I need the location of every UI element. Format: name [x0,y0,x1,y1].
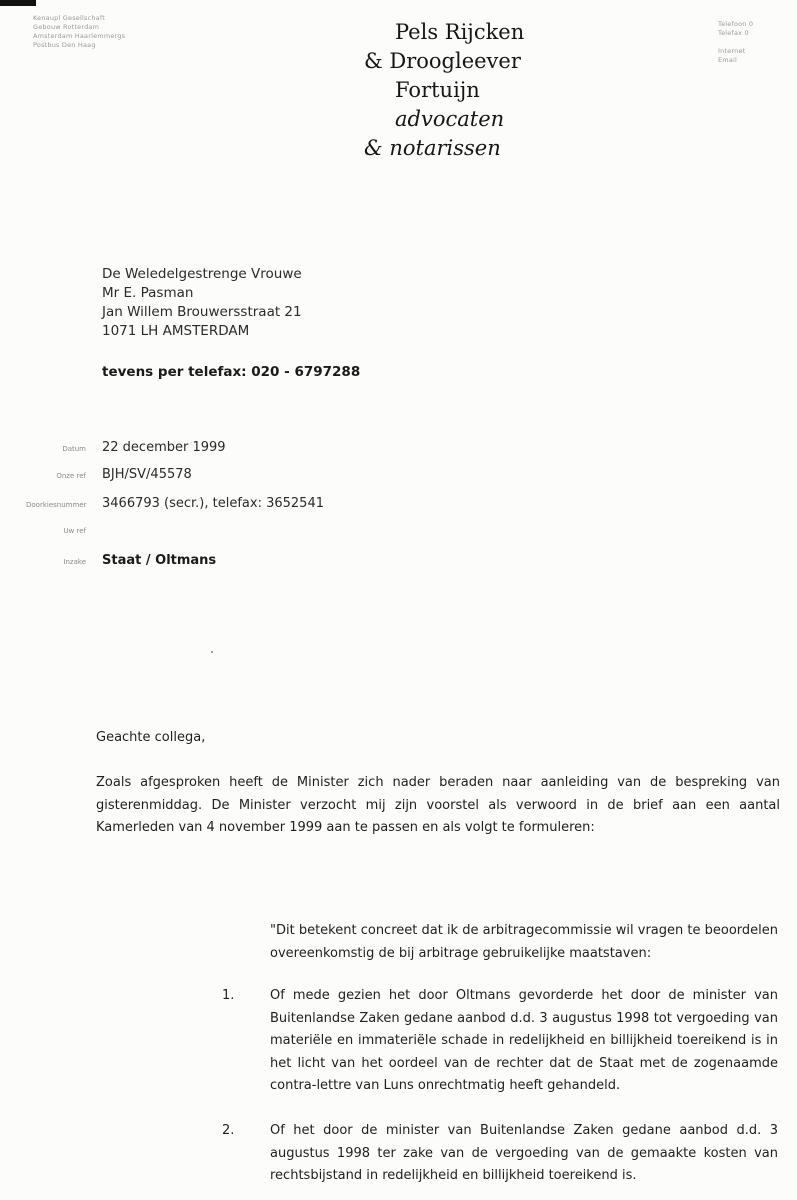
list-item-number: 1. [222,988,235,1003]
letterhead-right-line: Internet [718,47,746,55]
quoted-intro: "Dit betekent concreet dat ik de arbitragecommissie wil vragen te beoordelen overeenkomstig de bij arbitrage gebruikelijke maatstaven: [270,923,778,961]
address-line: 1071 LH AMSTERDAM [102,323,250,339]
meta-row-subject [0,553,600,573]
meta-row-your-ref [0,522,600,542]
list-item-number: 2. [222,1123,235,1138]
letterhead-right-line: Telefax 0 [718,29,749,37]
firm-logo [364,18,524,163]
logo-line: advocaten [395,107,505,131]
scan-corner-mark [0,0,36,6]
letterhead-left-line: Amsterdam Haarlemmergs [33,32,126,40]
letterhead-left-line: Postbus Den Haag [33,41,96,49]
scan-speck [211,651,213,653]
logo-line: & Droogleever [364,49,521,73]
salutation: Geachte collega, [96,730,206,745]
meta-label: Uw ref [63,527,86,535]
letterhead-right-line: Email [718,56,738,64]
letterhead-right-line: Telefoon 0 [718,20,754,28]
meta-label: Doorkiesnummer [26,501,87,509]
letterhead-left-line: Kenaupl Gesellschaft [33,14,105,22]
fax-line: tevens per telefax: 020 - 6797288 [102,364,361,380]
body-paragraph: Zoals afgesproken heeft de Minister zich nader beraden naar aanleiding van de bespreking van gisterenmiddag. De Minister verzocht mij zijn voorstel als verwoord in de brief aan een aantal Kamerleden van 4 november 1999 aan te passen en als volgt te formuleren: [96,775,780,835]
meta-value: 3466793 (secr.), telefax: 3652541 [102,496,324,511]
meta-label: Inzake [63,558,86,566]
letterhead-right-line [718,38,788,47]
letterhead-right-block [718,20,788,65]
logo-line: Pels Rijcken [395,20,525,44]
address-line: Mr E. Pasman [102,285,194,301]
logo-line: & notarissen [364,136,501,160]
logo-line: Fortuijn [395,78,480,102]
recipient-address [102,265,302,341]
letterhead-left-line: Gebouw Rotterdam [33,23,100,31]
meta-label: Datum [62,445,86,453]
meta-row-our-ref [0,467,600,487]
letterhead-left-block [33,14,183,50]
meta-value: BJH/SV/45578 [102,467,192,482]
meta-label: Onze ref [56,472,86,480]
list-item-text: Of het door de minister van Buitenlandse Zaken gedane aanbod d.d. 3 augustus 1998 ter zake van de vergoeding van de gemaakte kosten van rechtsbijstand in redelijkheid en billijkheid toereikend is. [270,1123,778,1183]
meta-value: Staat / Oltmans [102,553,217,568]
meta-value: 22 december 1999 [102,440,226,455]
address-line: De Weledelgestrenge Vrouwe [102,266,302,282]
meta-row-direct-dial [0,496,600,516]
list-item-text: Of mede gezien het door Oltmans gevorderde het door de minister van Buitenlandse Zaken gedane aanbod d.d. 3 augustus 1998 tot vergoeding van materiële en immateriële schade in redelijkheid en billijkheid toereikend is in het licht van het oordeel van de rechter dat de Staat met de zogenaamde contra-lettre van Luns onrechtmatig heeft gehandeld. [270,988,778,1093]
address-line: Jan Willem Brouwersstraat 21 [102,304,302,320]
meta-row-date [0,440,600,460]
